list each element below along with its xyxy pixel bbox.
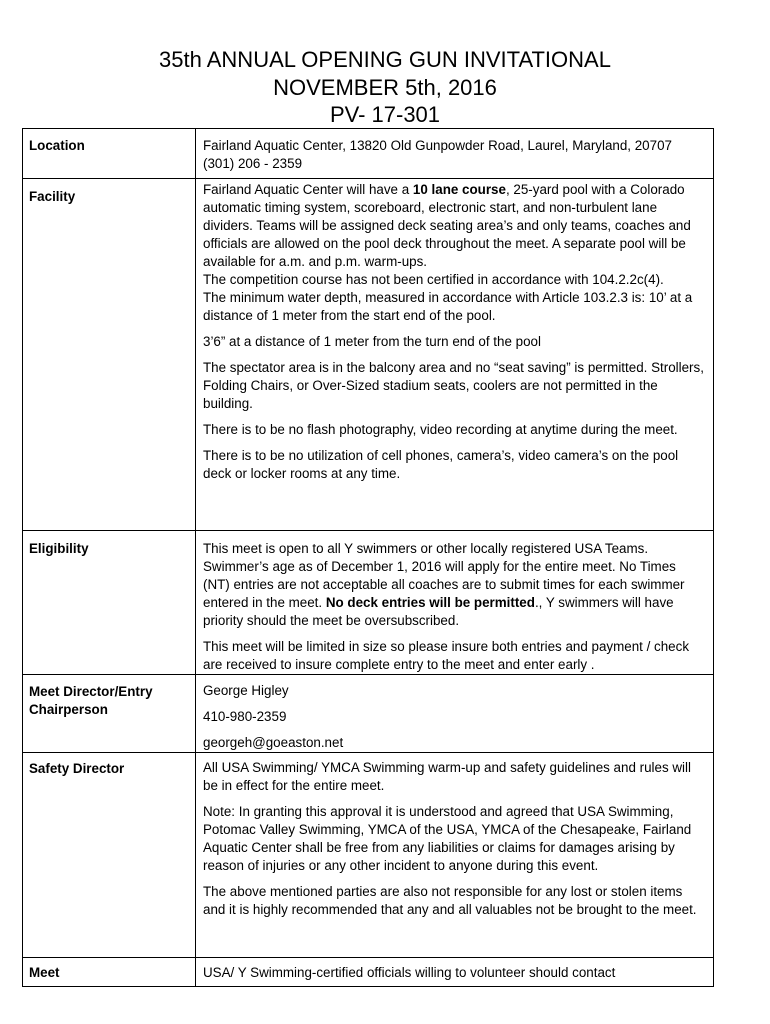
- title-line-3: PV- 17-301: [329, 102, 441, 127]
- table-row-safety: [23, 753, 714, 958]
- eligibility-paragraph: [203, 540, 705, 630]
- title-line-2: NOVEMBER 5th, 2016: [273, 75, 497, 100]
- safety-liability-note: Note: In granting this approval it is understood and agreed that USA Swimming, Potomac Valley Swimming, YMCA of the USA, YMCA of the Chesapeake, Fairland Aquatic Center shall be free from any liabilities or claims for damages arising by reason of injuries or any other incident to anyone during this event.: [203, 804, 692, 873]
- meet-text: USA/ Y Swimming-certified officials willing to volunteer should contact: [203, 965, 616, 980]
- director-cell: [196, 675, 714, 753]
- table-row-eligibility: [23, 531, 714, 675]
- safety-label: Safety Director: [23, 753, 196, 958]
- facility-turn-depth: 3’6” at a distance of 1 meter from the turn end of the pool: [203, 334, 541, 349]
- location-cell: [196, 129, 714, 179]
- safety-lost-items: The above mentioned parties are also not responsible for any lost or stolen items and it is highly recommended that any and all valuables not be brought to the meet.: [203, 884, 697, 917]
- safety-cell: [196, 753, 714, 958]
- facility-photography: There is to be no flash photography, video recording at anytime during the meet.: [203, 422, 678, 437]
- director-phone: 410-980-2359: [203, 709, 287, 724]
- meet-label: Meet: [23, 958, 196, 987]
- location-text: Fairland Aquatic Center, 13820 Old Gunpowder Road, Laurel, Maryland, 20707 (301) 206 - 2359: [203, 138, 672, 171]
- eligibility-text: This meet is open to all Y swimmers or other locally registered USA Teams. Swimmer’s age as of December 1, 2016 will apply for the entire meet. No Times (NT) entries are not acceptable all coaches are to submit times for each swimmer entered in the meet.: [203, 541, 685, 610]
- table-row-location: [23, 129, 714, 179]
- eligibility-text-cont: ., Y swimmers will have priority should the meet be oversubscribed.: [203, 595, 674, 628]
- facility-bold-text: 10 lane course: [412, 182, 506, 197]
- eligibility-limit: This meet will be limited in size so please insure both entries and payment / check are received to insure complete entry to the meet and enter early .: [203, 639, 690, 672]
- facility-depth-text: The minimum water depth, measured in accordance with Article 103.2.3 is: 10’ at a distance of 1 meter from the start end of the pool.: [203, 290, 693, 323]
- eligibility-bold-text: No deck entries will be permitted: [325, 595, 535, 610]
- safety-guidelines: All USA Swimming/ YMCA Swimming warm-up and safety guidelines and rules will be in effect for the entire meet.: [203, 760, 691, 793]
- eligibility-label: Eligibility: [23, 531, 196, 675]
- location-label: Location: [23, 129, 196, 179]
- table-row-meet: [23, 958, 714, 987]
- facility-label: Facility: [23, 179, 196, 531]
- title-line-1: 35th ANNUAL OPENING GUN INVITATIONAL: [159, 47, 611, 72]
- facility-certification-text: The competition course has not been certified in accordance with 104.2.2c(4).: [203, 272, 664, 287]
- facility-cell: [196, 179, 714, 531]
- meet-info-table: [22, 128, 714, 987]
- table-row-director: [23, 675, 714, 753]
- facility-paragraph: [203, 181, 705, 325]
- director-label: Meet Director/Entry Chairperson: [23, 675, 196, 753]
- eligibility-cell: [196, 531, 714, 675]
- facility-text: Fairland Aquatic Center will have a: [203, 182, 413, 197]
- director-email: georgeh@goeaston.net: [203, 735, 344, 750]
- facility-phones: There is to be no utilization of cell phones, camera’s, video camera’s on the pool deck or locker rooms at any time.: [203, 448, 679, 481]
- facility-text-cont: , 25-yard pool with a Colorado automatic timing system, scoreboard, electronic start, and non-turbulent lane dividers. Teams will be assigned deck seating area’s and only teams, coaches and officials are allowed on the pool deck throughout the meet. A separate pool will be available for a.m. and p.m. warm-ups.: [203, 182, 691, 269]
- meet-cell: [196, 958, 714, 987]
- facility-spectator: The spectator area is in the balcony area and no “seat saving” is permitted. Strollers, Folding Chairs, or Over-Sized stadium seats, coolers are not permitted in the building.: [203, 360, 704, 411]
- table-row-facility: [23, 179, 714, 531]
- director-name: George Higley: [203, 683, 289, 698]
